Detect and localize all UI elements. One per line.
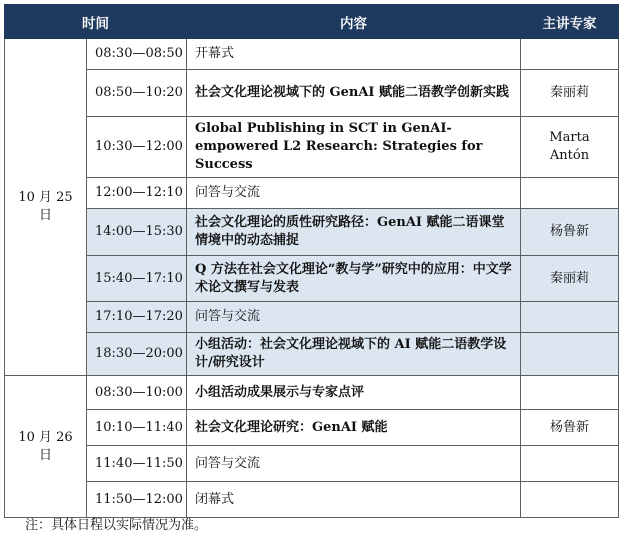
speaker-cell [521,302,619,333]
speaker-cell: 杨鲁新 [521,209,619,256]
time-cell: 15:40—17:10 [87,256,187,302]
speaker-cell: 杨鲁新 [521,410,619,446]
content-cell: 社会文化理论视域下的 GenAI 赋能二语教学创新实践 [187,70,521,117]
header-time: 时间 [5,5,187,39]
table-row [5,446,619,482]
content-cell: 社会文化理论的质性研究路径：GenAI 赋能二语课堂情境中的动态捕捉 [187,209,521,256]
content-cell: Q 方法在社会文化理论“教与学”研究中的应用：中文学术论文撰写与发表 [187,256,521,302]
time-cell: 10:30—12:00 [87,117,187,178]
table-row [5,376,619,410]
content-cell: 开幕式 [187,39,521,70]
schedule-table [4,4,619,518]
table-row [5,178,619,209]
speaker-cell [521,482,619,518]
table-row [5,302,619,333]
table-row [5,70,619,117]
table-row [5,117,619,178]
time-cell: 08:30—10:00 [87,376,187,410]
header-speaker: 主讲专家 [521,5,619,39]
content-cell: 社会文化理论研究：GenAI 赋能 [187,410,521,446]
speaker-cell: 秦丽莉 [521,256,619,302]
time-cell: 18:30—20:00 [87,333,187,376]
schedule-body [5,39,619,518]
table-row [5,410,619,446]
time-cell: 12:00—12:10 [87,178,187,209]
footnote: 注：具体日程以实际情况为准。 [25,518,208,533]
content-cell: 小组活动：社会文化理论视域下的 AI 赋能二语教学设计/研究设计 [187,333,521,376]
speaker-cell [521,376,619,410]
speaker-cell: Marta Antón [521,117,619,178]
time-cell: 11:40—11:50 [87,446,187,482]
table-header-row [5,5,619,39]
table-row [5,482,619,518]
table-row [5,256,619,302]
table-row [5,209,619,256]
speaker-cell [521,446,619,482]
content-cell: 问答与交流 [187,446,521,482]
time-cell: 10:10—11:40 [87,410,187,446]
table-row [5,333,619,376]
header-content: 内容 [187,5,521,39]
table-row [5,39,619,70]
time-cell: 08:30—08:50 [87,39,187,70]
speaker-cell [521,39,619,70]
content-cell: 问答与交流 [187,178,521,209]
time-cell: 14:00—15:30 [87,209,187,256]
speaker-cell [521,178,619,209]
content-cell: Global Publishing in SCT in GenAI-empowered L2 Research: Strategies for Success [187,117,521,178]
speaker-cell: 秦丽莉 [521,70,619,117]
date-cell: 10 月 26 日 [5,376,87,518]
content-cell: 闭幕式 [187,482,521,518]
speaker-cell [521,333,619,376]
content-cell: 小组活动成果展示与专家点评 [187,376,521,410]
time-cell: 17:10—17:20 [87,302,187,333]
content-cell: 问答与交流 [187,302,521,333]
time-cell: 08:50—10:20 [87,70,187,117]
time-cell: 11:50—12:00 [87,482,187,518]
date-cell: 10 月 25 日 [5,39,87,376]
